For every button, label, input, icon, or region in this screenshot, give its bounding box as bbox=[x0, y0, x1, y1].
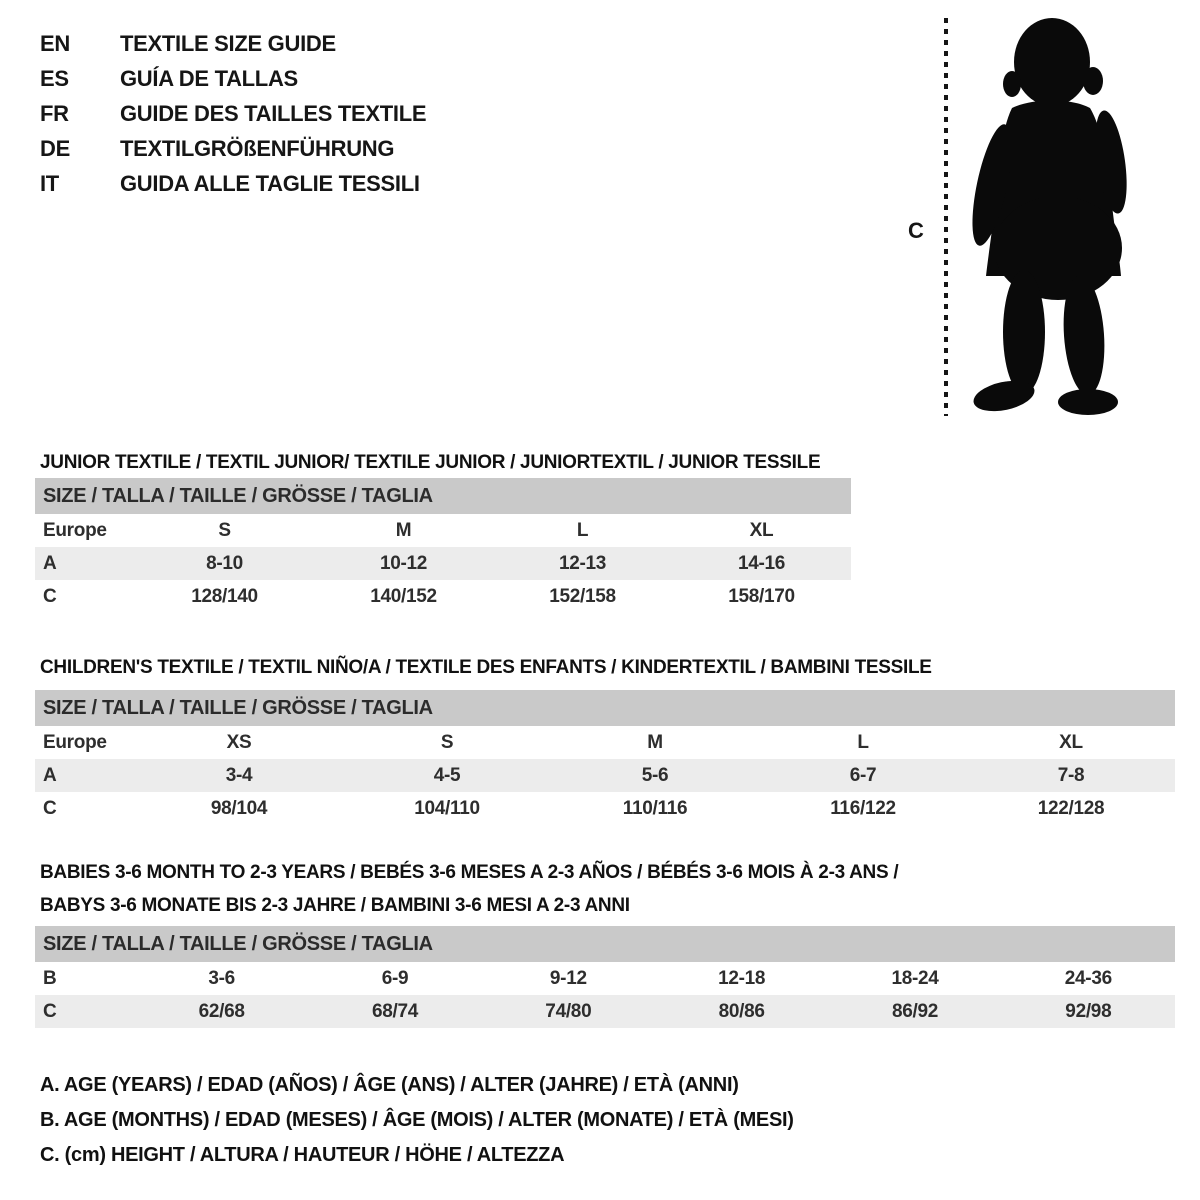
lang-label: TEXTILGRÖßENFÜHRUNG bbox=[120, 135, 395, 161]
table-cell: 86/92 bbox=[891, 1000, 939, 1022]
table-cell: 3-4 bbox=[225, 764, 253, 786]
table-cell: M bbox=[647, 731, 663, 753]
table-cell: 68/74 bbox=[371, 1000, 419, 1022]
table-cell: 14-16 bbox=[737, 552, 786, 574]
table-cell: 10-12 bbox=[379, 552, 428, 574]
table-cell: S bbox=[218, 519, 231, 541]
section-title-children: CHILDREN'S TEXTILE / TEXTIL NIÑO/A / TEXTILE DES ENFANTS / KINDERTEXTIL / BAMBINI TESSILE bbox=[40, 656, 932, 678]
table-cell: 5-6 bbox=[641, 764, 669, 786]
lang-code: DE bbox=[40, 135, 70, 161]
section-title-junior: JUNIOR TEXTILE / TEXTIL JUNIOR/ TEXTILE JUNIOR / JUNIORTEXTIL / JUNIOR TESSILE bbox=[40, 451, 821, 473]
table-row bbox=[35, 726, 1175, 759]
toddler-silhouette-shape bbox=[964, 18, 1132, 416]
height-measure-label: C bbox=[908, 218, 924, 243]
lang-row-es bbox=[40, 61, 426, 96]
lang-label: GUIDE DES TAILLES TEXTILE bbox=[120, 100, 427, 126]
table-row bbox=[35, 995, 1175, 1028]
table-cell: L bbox=[576, 519, 589, 541]
table-cell: 140/152 bbox=[370, 585, 437, 607]
table-cell: 128/140 bbox=[191, 585, 258, 607]
table-cell: 3-6 bbox=[208, 967, 235, 989]
size-table-header: SIZE / TALLA / TAILLE / GRÖSSE / TAGLIA bbox=[35, 478, 851, 514]
row-label: C bbox=[43, 1000, 57, 1022]
table-cell: 6-7 bbox=[849, 764, 877, 786]
table-row bbox=[35, 759, 1175, 792]
table-cell: 104/110 bbox=[414, 797, 480, 819]
table-cell: 6-9 bbox=[381, 967, 409, 989]
table-cell: 8-10 bbox=[206, 552, 243, 574]
row-label: Europe bbox=[43, 731, 107, 753]
lang-row-fr bbox=[40, 96, 426, 131]
toddler-silhouette-image bbox=[962, 10, 1144, 418]
table-cell: 80/86 bbox=[718, 1000, 765, 1022]
language-title-block bbox=[40, 26, 426, 201]
table-cell: 62/68 bbox=[198, 1000, 245, 1022]
lang-code: IT bbox=[40, 170, 59, 196]
row-label: C bbox=[43, 585, 57, 607]
table-cell: 18-24 bbox=[891, 967, 939, 989]
table-cell: 12-13 bbox=[558, 552, 607, 574]
children-size-table bbox=[35, 690, 1175, 825]
height-measure-line bbox=[944, 18, 948, 416]
measure-legend bbox=[40, 1068, 794, 1173]
table-row bbox=[35, 514, 851, 547]
lang-row-en bbox=[40, 26, 426, 61]
table-cell: 74/80 bbox=[545, 1000, 592, 1022]
table-cell: XL bbox=[749, 519, 774, 541]
babies-size-table bbox=[35, 926, 1175, 1028]
row-label: A bbox=[43, 764, 57, 786]
table-cell: XL bbox=[1059, 731, 1083, 753]
table-cell: 158/170 bbox=[728, 585, 795, 607]
junior-size-table bbox=[35, 478, 851, 613]
table-cell: L bbox=[857, 731, 869, 753]
table-cell: M bbox=[395, 519, 412, 541]
table-cell: 110/116 bbox=[622, 797, 688, 819]
table-row bbox=[35, 580, 851, 613]
lang-row-de bbox=[40, 131, 426, 166]
lang-code: EN bbox=[40, 30, 70, 56]
section-title-babies-line1: BABIES 3-6 MONTH TO 2-3 YEARS / BEBÉS 3-6 MESES A 2-3 AÑOS / BÉBÉS 3-6 MOIS À 2-3 ANS / bbox=[40, 861, 899, 883]
legend-line-a: A. AGE (YEARS) / EDAD (AÑOS) / ÂGE (ANS) / ALTER (JAHRE) / ETÀ (ANNI) bbox=[40, 1074, 739, 1096]
table-rows bbox=[35, 962, 1175, 1028]
table-rows bbox=[35, 514, 851, 613]
legend-line-c: C. (cm) HEIGHT / ALTURA / HAUTEUR / HÖHE / ALTEZZA bbox=[40, 1144, 565, 1166]
row-label: A bbox=[43, 552, 57, 574]
table-row bbox=[35, 962, 1175, 995]
table-rows bbox=[35, 726, 1175, 825]
size-table-header: SIZE / TALLA / TAILLE / GRÖSSE / TAGLIA bbox=[35, 690, 1175, 726]
table-cell: XS bbox=[226, 731, 252, 753]
table-cell: 9-12 bbox=[549, 967, 587, 989]
size-table-header: SIZE / TALLA / TAILLE / GRÖSSE / TAGLIA bbox=[35, 926, 1175, 962]
lang-label: GUIDA ALLE TAGLIE TESSILI bbox=[120, 170, 420, 196]
lang-label: TEXTILE SIZE GUIDE bbox=[120, 30, 336, 56]
table-cell: 24-36 bbox=[1064, 967, 1112, 989]
lang-code: FR bbox=[40, 100, 69, 126]
row-label: C bbox=[43, 797, 57, 819]
section-title-babies-line2: BABYS 3-6 MONATE BIS 2-3 JAHRE / BAMBINI 3-6 MESI A 2-3 ANNI bbox=[40, 894, 630, 916]
table-cell: 152/158 bbox=[549, 585, 616, 607]
lang-code: ES bbox=[40, 65, 69, 91]
table-cell: S bbox=[440, 731, 454, 753]
row-label: Europe bbox=[43, 519, 107, 541]
legend-line-b: B. AGE (MONTHS) / EDAD (MESES) / ÂGE (MOIS) / ALTER (MONATE) / ETÀ (MESI) bbox=[40, 1109, 794, 1131]
table-cell: 7-8 bbox=[1057, 764, 1085, 786]
table-cell: 92/98 bbox=[1065, 1000, 1112, 1022]
row-label: B bbox=[43, 967, 57, 989]
table-row bbox=[35, 547, 851, 580]
table-cell: 116/122 bbox=[830, 797, 896, 819]
table-cell: 122/128 bbox=[1037, 797, 1105, 819]
table-cell: 4-5 bbox=[433, 764, 461, 786]
table-cell: 12-18 bbox=[718, 967, 766, 989]
table-cell: 98/104 bbox=[210, 797, 268, 819]
lang-row-it bbox=[40, 166, 426, 201]
lang-label: GUÍA DE TALLAS bbox=[120, 65, 298, 91]
table-row bbox=[35, 792, 1175, 825]
